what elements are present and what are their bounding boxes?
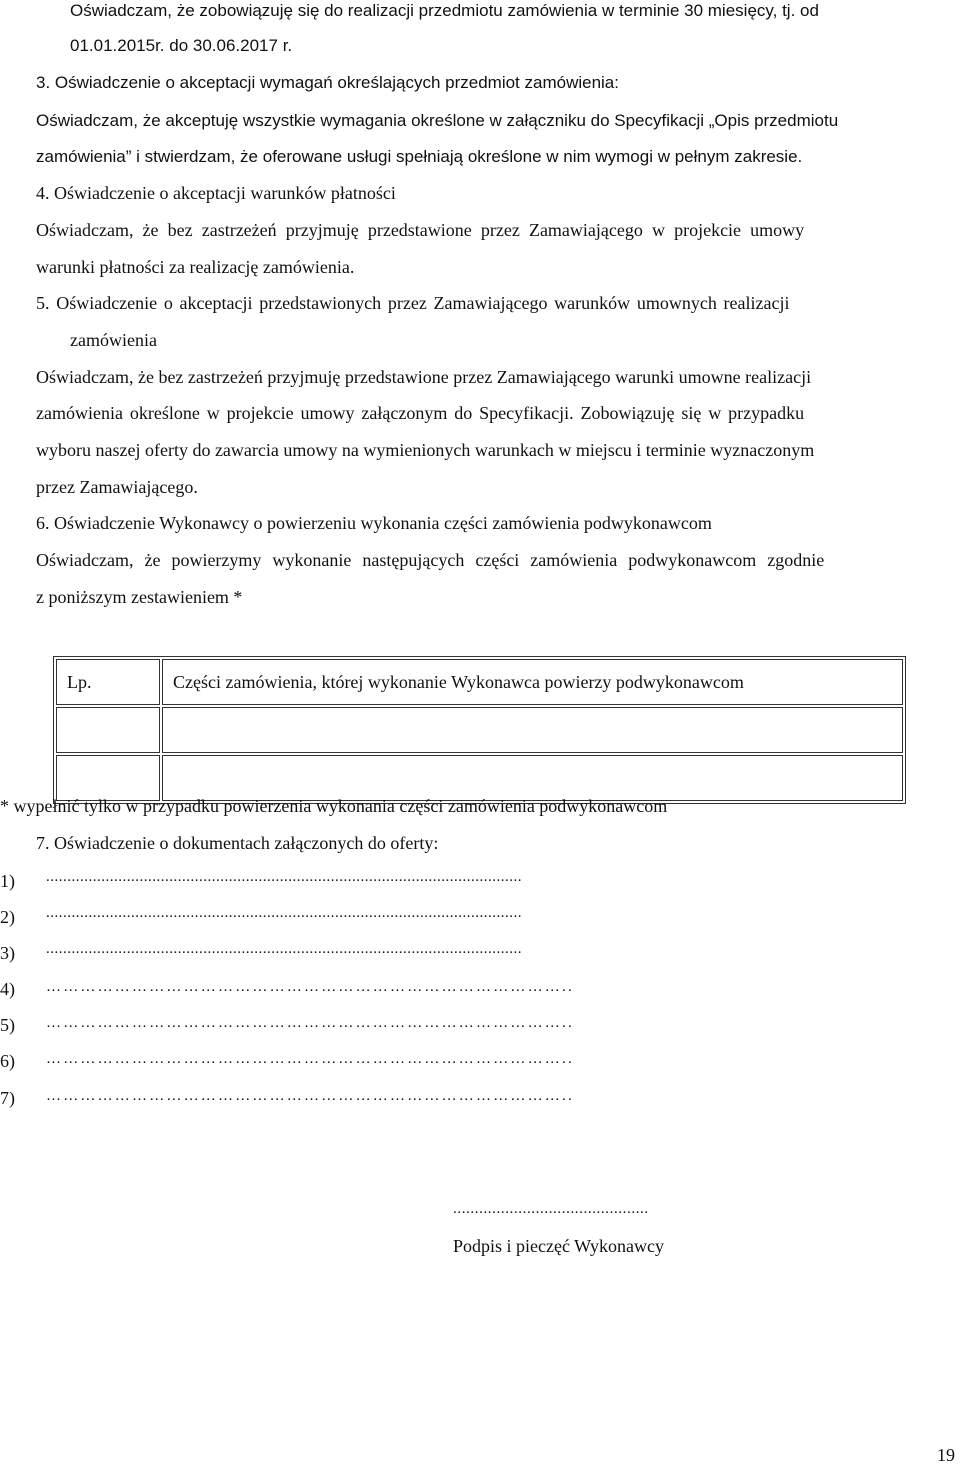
section-heading-4: 4. Oświadczenie o akceptacji warunków płatności — [36, 183, 396, 203]
table-cell-lp[interactable] — [56, 707, 160, 753]
text-line: 01.01.2015r. do 30.06.2017 r. — [70, 36, 293, 55]
text-line: zamówienia” i stwierdzam, że oferowane usługi spełniają określone w nim wymogi w pełnym zakresie. — [36, 147, 803, 166]
header-lp: Lp. — [56, 659, 160, 705]
table-row — [56, 707, 903, 753]
section-heading-5: 5. Oświadczenie o akceptacji przedstawionych przez Zamawiającego warunków umownych realizacji — [36, 293, 790, 313]
list-item-number: 1) — [0, 871, 15, 891]
text-line: Oświadczam, że bez zastrzeżeń przyjmuję przedstawione przez Zamawiającego w projekcie umowy — [36, 220, 805, 240]
text-line: Oświadczam, że akceptuję wszystkie wymagania określone w załączniku do Specyfikacji „Opis przedmiotu — [36, 111, 839, 130]
text-line: z poniższym zestawieniem * — [36, 587, 243, 607]
list-item-number: 5) — [0, 1015, 15, 1035]
section-heading-6: 6. Oświadczenie Wykonawcy o powierzeniu wykonania części zamówienia podwykonawcom — [36, 513, 712, 533]
header-description: Części zamówienia, której wykonanie Wykonawca powierzy podwykonawcom — [162, 659, 903, 705]
text-line: Oświadczam, że powierzymy wykonanie następujących części zamówienia podwykonawcom zgodnie — [36, 550, 825, 570]
text-line: warunki płatności za realizację zamówienia. — [36, 257, 355, 277]
list-item-dots[interactable]: ……………………………………………………………………………….. — [46, 1015, 574, 1031]
list-item-dots[interactable]: ……………………………………………………………………………….. — [46, 1088, 574, 1104]
list-item-number: 6) — [0, 1051, 15, 1071]
table-header-row — [56, 659, 903, 705]
section-heading-3: 3. Oświadczenie o akceptacji wymagań określających przedmiot zamówienia: — [36, 73, 619, 92]
list-item-dots[interactable]: ................................................................................................................ — [46, 905, 522, 921]
list-item-dots[interactable]: ……………………………………………………………………………….. — [46, 979, 574, 995]
signature-label: Podpis i pieczęć Wykonawcy — [453, 1236, 665, 1256]
text-line: Oświadczam, że zobowiązuję się do realizacji przedmiotu zamówienia w terminie 30 miesięcy, tj. od — [70, 1, 819, 20]
text-line: wyboru naszej oferty do zawarcia umowy na wymienionych warunkach w miejscu i terminie wyznaczonym — [36, 440, 815, 460]
text-line: Oświadczam, że bez zastrzeżeń przyjmuję przedstawione przez Zamawiającego warunki umowne realizacji — [36, 367, 812, 387]
section-heading-7: 7. Oświadczenie o dokumentach załączonych do oferty: — [36, 833, 439, 853]
subcontractor-table — [53, 656, 906, 804]
list-item-number: 3) — [0, 943, 15, 963]
list-item-number: 7) — [0, 1088, 15, 1108]
text-line: zamówienia — [70, 330, 157, 350]
text-line: zamówienia określone w projekcie umowy załączonym do Specyfikacji. Zobowiązuję się w przypadku — [36, 403, 805, 423]
page-number: 19 — [937, 1445, 955, 1465]
list-item-dots[interactable]: ……………………………………………………………………………….. — [46, 1051, 574, 1067]
list-item-number: 4) — [0, 979, 15, 999]
footnote: * wypełnić tylko w przypadku powierzenia wykonania części zamówienia podwykonawcom — [0, 796, 668, 816]
list-item-number: 2) — [0, 907, 15, 927]
list-item-dots[interactable]: ................................................................................................................ — [46, 941, 522, 957]
table-cell-description[interactable] — [162, 707, 903, 753]
signature-line[interactable]: ............................................. — [453, 1201, 649, 1217]
list-item-dots[interactable]: ................................................................................................................ — [46, 869, 522, 885]
text-line: przez Zamawiającego. — [36, 477, 198, 497]
